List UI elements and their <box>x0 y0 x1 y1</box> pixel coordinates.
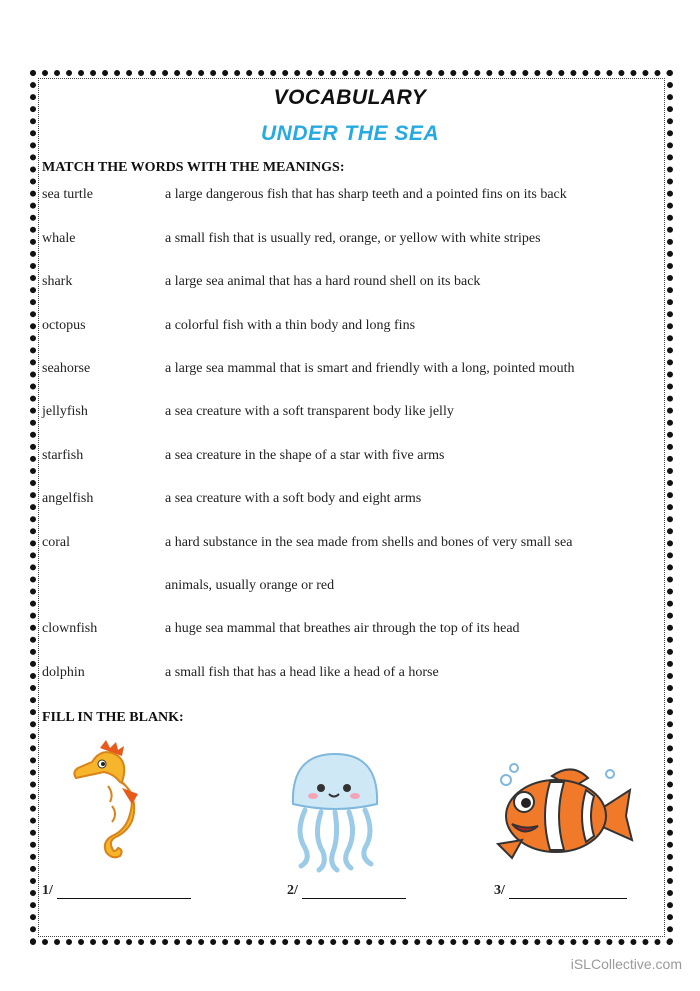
answer-line[interactable] <box>302 884 406 899</box>
word: angelfish <box>42 491 94 506</box>
jellyfish-icon <box>283 748 388 873</box>
word: seahorse <box>42 361 91 376</box>
seahorse-icon <box>62 738 152 873</box>
fill-blank-heading: FILL IN THE BLANK: <box>42 710 184 725</box>
blank-3 <box>494 883 627 899</box>
blank-number: 1/ <box>42 883 53 898</box>
list-item <box>42 491 662 511</box>
word: jellyfish <box>42 404 88 419</box>
page-title: VOCABULARY <box>273 86 427 109</box>
list-item <box>42 361 662 381</box>
word: whale <box>42 231 76 246</box>
word: dolphin <box>42 665 85 680</box>
meaning: a large sea mammal that is smart and friendly with a long, pointed mouth <box>165 361 575 376</box>
word: sea turtle <box>42 187 93 202</box>
list-item <box>42 578 662 598</box>
blank-1 <box>42 883 191 899</box>
list-item <box>42 187 662 207</box>
word: shark <box>42 274 73 289</box>
meaning: a small fish that has a head like a head of a horse <box>165 665 439 680</box>
meaning: animals, usually orange or red <box>165 578 335 593</box>
list-item <box>42 448 662 468</box>
watermark: iSLCollective.com <box>570 956 682 972</box>
meaning: a sea creature in the shape of a star with five arms <box>165 448 445 463</box>
list-item <box>42 621 662 641</box>
list-item <box>42 535 662 555</box>
meaning: a huge sea mammal that breathes air through the top of its head <box>165 621 520 636</box>
list-item <box>42 665 662 685</box>
answer-line[interactable] <box>509 884 627 899</box>
meaning: a sea creature with a soft body and eight arms <box>165 491 422 506</box>
list-item <box>42 318 662 338</box>
blank-2 <box>287 883 406 899</box>
meaning: a large sea animal that has a hard round shell on its back <box>165 274 481 289</box>
meaning: a sea creature with a soft transparent body like jelly <box>165 404 454 419</box>
meaning: a colorful fish with a thin body and long fins <box>165 318 416 333</box>
list-item <box>42 231 662 251</box>
list-item <box>42 274 662 294</box>
word: clownfish <box>42 621 98 636</box>
word: octopus <box>42 318 86 333</box>
word: starfish <box>42 448 84 463</box>
matching-heading: MATCH THE WORDS WITH THE MEANINGS: <box>42 160 345 175</box>
blank-number: 3/ <box>494 883 505 898</box>
page-subtitle: UNDER THE SEA <box>260 122 440 145</box>
meaning: a small fish that is usually red, orange, or yellow with white stripes <box>165 231 541 246</box>
meaning: a large dangerous fish that has sharp teeth and a pointed fins on its back <box>165 187 567 202</box>
word: coral <box>42 535 70 550</box>
answer-line[interactable] <box>57 884 191 899</box>
blank-number: 2/ <box>287 883 298 898</box>
clownfish-icon <box>492 760 637 865</box>
list-item <box>42 404 662 424</box>
meaning: a hard substance in the sea made from shells and bones of very small sea <box>165 535 573 550</box>
